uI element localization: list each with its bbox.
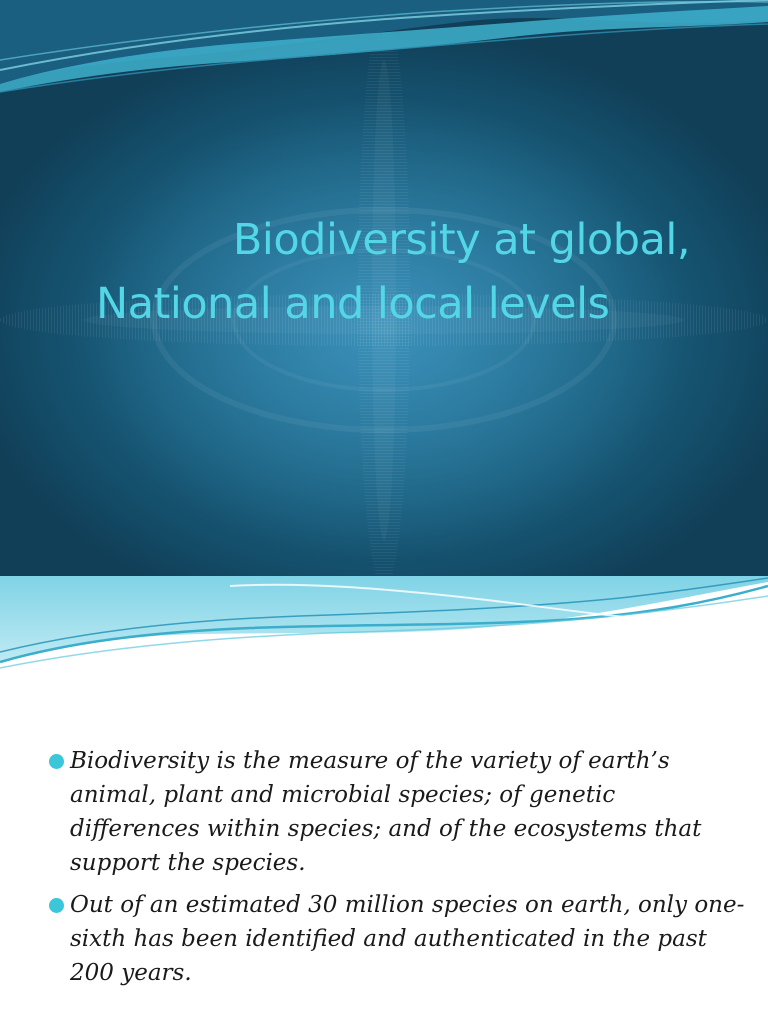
- bullet-list: [46, 744, 746, 998]
- bullet-dot-icon: [49, 754, 64, 769]
- bullet-text: Out of an estimated 30 million species on earth, only one-sixth has been identified and authenticated in the past 200 years.: [70, 892, 745, 986]
- title-line-1: Biodiversity at global,: [232, 215, 690, 265]
- bullet-dot-icon: [49, 898, 64, 913]
- content-slide: [0, 576, 768, 1024]
- title-line-2: National and local levels: [96, 279, 610, 329]
- bullet-text: Biodiversity is the measure of the variety of earth’s animal, plant and microbial species; of genetic differences within species; and of the ecosystems that support the species.: [70, 748, 702, 876]
- bullet-item: [46, 888, 746, 990]
- header-wave-decoration: [0, 576, 768, 686]
- slide-title: [60, 208, 760, 336]
- bullet-item: [46, 744, 746, 880]
